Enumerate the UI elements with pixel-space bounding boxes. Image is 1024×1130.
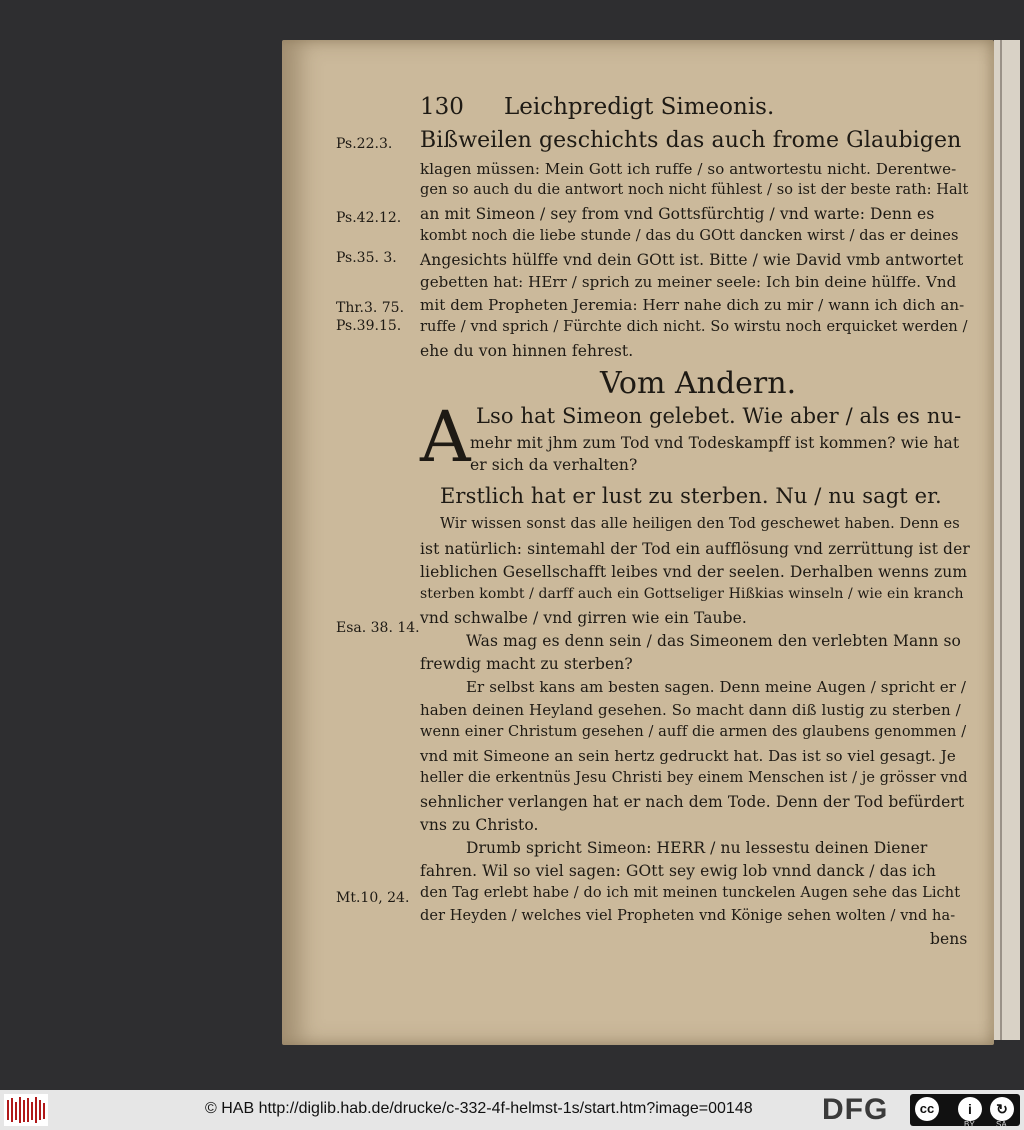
- text-line: vns zu Christo.: [420, 816, 539, 834]
- margin-note: Ps.42.12.: [336, 210, 402, 226]
- text-line: Drumb spricht Simeon: HERR / nu lessestu deinen Diener: [466, 839, 928, 857]
- catchword: bens: [930, 930, 968, 948]
- section-heading: Vom Andern.: [600, 366, 797, 401]
- margin-note: Ps.22.3.: [336, 136, 393, 152]
- cc-icon: cc: [915, 1097, 939, 1121]
- text-line: gen so auch du die antwort noch nicht fühlest / so ist der beste rath: Halt: [420, 182, 969, 198]
- subheading: Erstlich hat er lust zu sterben. Nu / nu sagt er.: [440, 484, 942, 508]
- footer-credit-link[interactable]: © HAB http://diglib.hab.de/drucke/c-332-4f-helmst-1s/start.htm?image=00148: [205, 1100, 753, 1117]
- text-line: an mit Simeon / sey from vnd Gottsfürchtig / vnd warte: Denn es: [420, 205, 935, 223]
- drop-cap: A: [420, 396, 471, 478]
- sa-label: SA: [996, 1120, 1007, 1129]
- margin-note: Mt.10, 24.: [336, 890, 410, 906]
- text-line: vnd mit Simeone an sein hertz gedruckt hat. Das ist so viel gesagt. Je: [420, 747, 956, 765]
- text-line: mehr mit jhm zum Tod vnd Todeskampff ist kommen? wie hat: [470, 434, 960, 452]
- text-line: Was mag es denn sein / das Simeonem den verlebten Mann so: [466, 632, 961, 650]
- running-head-title: Leichpredigt Simeonis.: [504, 94, 775, 120]
- text-line: der Heyden / welches viel Propheten vnd Könige sehen wolten / vnd ha-: [420, 908, 956, 924]
- text-line: klagen müssen: Mein Gott ich ruffe / so antwortestu nicht. Derentwe-: [420, 160, 957, 178]
- text-line: Lso hat Simeon gelebet. Wie aber / als es nu-: [476, 404, 962, 428]
- margin-note: Ps.35. 3.: [336, 250, 397, 266]
- running-head: [420, 94, 774, 120]
- text-line: sehnlicher verlangen hat er nach dem Tode. Denn der Tod befürdert: [420, 793, 965, 811]
- text-line: ehe du von hinnen fehrest.: [420, 342, 634, 360]
- text-line: haben deinen Heyland gesehen. So macht dann diß lustig zu sterben /: [420, 701, 961, 719]
- text-line: ist natürlich: sintemahl der Tod ein aufflösung vnd zerrüttung ist der: [420, 540, 970, 558]
- margin-note: Thr.3. 75.: [336, 300, 405, 316]
- text-line: er sich da verhalten?: [470, 456, 638, 474]
- text-line: lieblichen Gesellschafft leibes vnd der seelen. Derhalben wenns zum: [420, 563, 968, 581]
- text-line: wenn einer Christum gesehen / auff die armen des glaubens genommen /: [420, 724, 967, 740]
- page-edge-shadow: [1000, 40, 1002, 1040]
- text-line: frewdig macht zu sterben?: [420, 655, 633, 673]
- library-logo-icon: [4, 1094, 48, 1126]
- text-line: gebetten hat: HErr / sprich zu meiner seele: Ich bin deine hülffe. Vnd: [420, 273, 957, 291]
- margin-note: Esa. 38. 14.: [336, 620, 420, 636]
- text-line: mit dem Propheten Jeremia: Herr nahe dich zu mir / wann ich dich an-: [420, 296, 965, 314]
- text-line: Er selbst kans am besten sagen. Denn meine Augen / spricht er /: [466, 678, 966, 696]
- margin-note: Ps.39.15.: [336, 318, 402, 334]
- by-attribution-icon: i: [958, 1097, 982, 1121]
- text-line: sterben kombt / darff auch ein Gottseliger Hißkias winseln / wie ein kranch: [420, 586, 964, 602]
- by-label: BY: [964, 1120, 975, 1129]
- text-line: Angesichts hülffe vnd dein GOtt ist. Bitte / wie David vmb antwortet: [420, 251, 964, 269]
- text-line: heller die erkentnüs Jesu Christi bey einem Menschen ist / je grösser vnd: [420, 770, 968, 786]
- text-line: kombt noch die liebe stunde / das du GOtt dancken wirst / das er deines: [420, 228, 959, 244]
- share-alike-icon: ↻: [990, 1097, 1014, 1121]
- text-line: ruffe / vnd sprich / Fürchte dich nicht. So wirstu noch erquicket werden /: [420, 319, 968, 335]
- page-edge: [994, 40, 1020, 1040]
- text-line: fahren. Wil so viel sagen: GOtt sey ewig lob vnnd danck / das ich: [420, 862, 936, 880]
- dfg-logo: DFG: [822, 1093, 889, 1126]
- folio: 130: [420, 94, 464, 120]
- text-line: den Tag erlebt habe / do ich mit meinen tunckelen Augen sehe das Licht: [420, 885, 961, 901]
- text-line: vnd schwalbe / vnd girren wie ein Taube.: [420, 609, 747, 627]
- text-line: Bißweilen geschichts das auch frome Glaubigen: [420, 128, 962, 153]
- text-line: Wir wissen sonst das alle heiligen den Tod geschewet haben. Denn es: [440, 516, 960, 532]
